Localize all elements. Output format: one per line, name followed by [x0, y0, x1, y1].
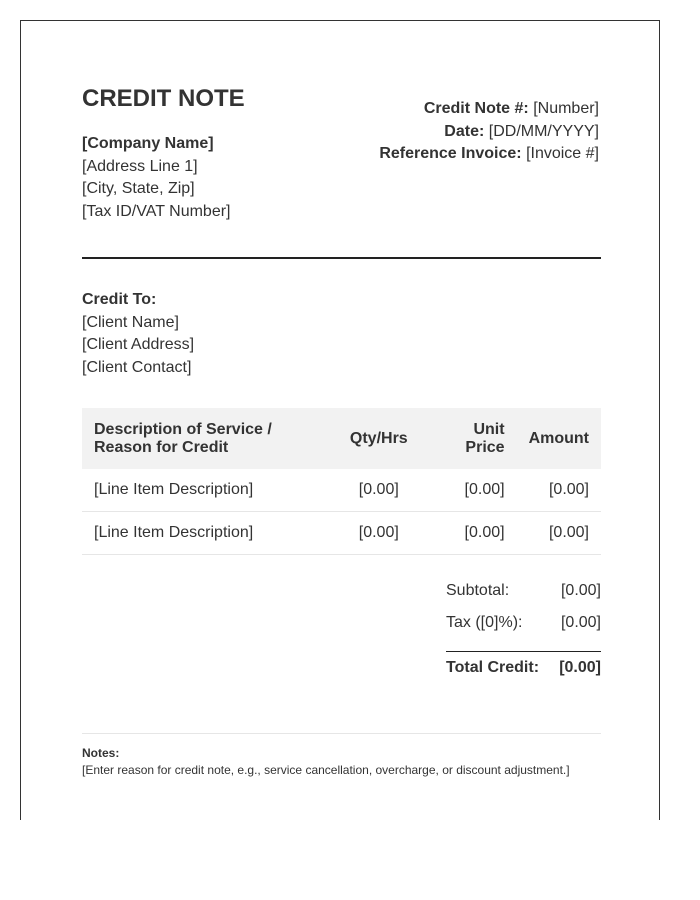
- total-credit-row: [446, 651, 601, 688]
- line-items-table: [82, 408, 601, 555]
- row-amount: [0.00]: [517, 512, 601, 555]
- row-qty: [0.00]: [332, 512, 425, 555]
- reference-invoice-row: [379, 143, 599, 166]
- reference-invoice-value: [Invoice #]: [526, 145, 599, 162]
- row-unit-price: [0.00]: [425, 512, 516, 555]
- table-row: [82, 512, 601, 555]
- credit-note-number-value: [Number]: [533, 100, 599, 117]
- credit-note-number-label: Credit Note #:: [423, 100, 529, 117]
- client-name: [Client Name]: [82, 313, 179, 331]
- company-name: [Company Name]: [82, 135, 214, 152]
- reference-invoice-label: Reference Invoice:: [379, 145, 522, 162]
- header-description: Description of Service / Reason for Credit: [94, 420, 272, 456]
- row-amount: [0.00]: [517, 469, 601, 512]
- client-label: Credit To:: [82, 291, 157, 308]
- header-unit-price: Unit Price: [465, 420, 505, 456]
- subtotal-label: Subtotal:: [446, 582, 510, 599]
- company-address-line-1: [Address Line 1]: [82, 157, 198, 175]
- subtotal-value: [0.00]: [560, 582, 601, 599]
- total-credit-label: Total Credit:: [446, 659, 540, 676]
- company-block: [82, 133, 230, 223]
- table-row: [82, 469, 601, 512]
- notes-divider: [82, 733, 601, 734]
- tax-value: [0.00]: [560, 614, 601, 631]
- table-header-row: [82, 408, 601, 469]
- header-qty: Qty/Hrs: [349, 429, 408, 447]
- row-qty: [0.00]: [332, 469, 425, 512]
- client-block: [82, 289, 194, 379]
- company-city-state-zip: [City, State, Zip]: [82, 180, 195, 197]
- notes-label: Notes:: [82, 746, 120, 760]
- header-divider: [82, 257, 601, 259]
- tax-row: [446, 611, 601, 643]
- row-description: [Line Item Description]: [82, 512, 332, 555]
- total-credit-value: [0.00]: [559, 659, 601, 676]
- document-title: CREDIT NOTE: [82, 85, 245, 112]
- totals-block: [446, 579, 601, 688]
- date-label: Date:: [444, 122, 485, 140]
- header-amount: Amount: [528, 429, 589, 447]
- notes-text: [Enter reason for credit note, e.g., service cancellation, overcharge, or discount adjustment.]: [82, 763, 570, 777]
- subtotal-row: [446, 579, 601, 611]
- row-description: [Line Item Description]: [82, 469, 332, 512]
- date-value: [DD/MM/YYYY]: [488, 122, 599, 140]
- notes-block: [82, 745, 570, 779]
- credit-note-number-row: [379, 98, 599, 121]
- credit-note-document: [20, 20, 660, 820]
- document-meta: [379, 98, 599, 166]
- client-address: [Client Address]: [82, 336, 195, 353]
- company-tax-id: [Tax ID/VAT Number]: [82, 202, 231, 220]
- date-row: [379, 121, 599, 144]
- client-contact: [Client Contact]: [82, 358, 192, 376]
- tax-label: Tax ([0]%):: [446, 614, 523, 631]
- row-unit-price: [0.00]: [425, 469, 516, 512]
